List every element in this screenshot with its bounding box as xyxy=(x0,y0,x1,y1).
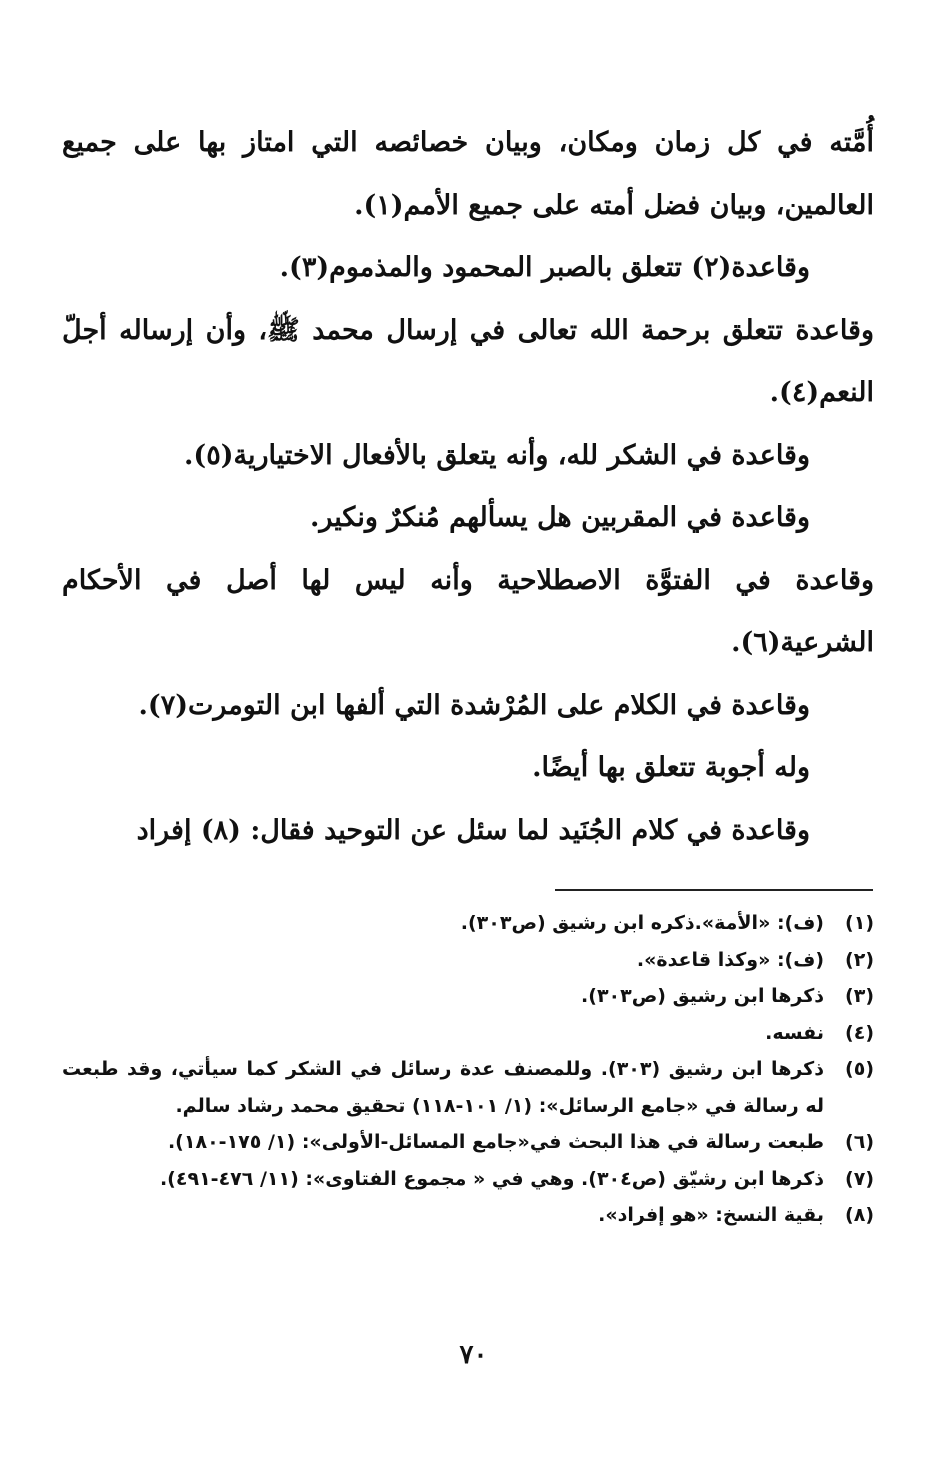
footnote xyxy=(62,1197,874,1234)
page-number: ٧٠ xyxy=(459,1340,488,1370)
paragraph: وقاعدة في الفتوَّة الاصطلاحية وأنه ليس لها أصل في الأحكام الشرعية(٦). xyxy=(62,564,874,658)
footnote-number: (٣) xyxy=(845,985,874,1007)
footnote-number: (٦) xyxy=(845,1131,874,1153)
footnote xyxy=(62,942,874,979)
footnote-number: (٥) xyxy=(845,1058,874,1080)
footnote-text: ذكرها ابن رشيّق (ص٣٠٤). وهي في « مجموع الفتاوى»: (١١/ ٤٧٦-٤٩١). xyxy=(159,1167,824,1190)
footnote-text: نفسه. xyxy=(765,1021,824,1044)
footnote-text: (ف): «وكذا قاعدة». xyxy=(636,948,824,971)
paragraph: وقاعدة تتعلق برحمة الله تعالى في إرسال محمد ﷺ، وأن إرساله أجلّ النعم(٤). xyxy=(62,314,874,408)
main-text xyxy=(62,112,874,862)
paragraph: وقاعدة في المقربين هل يسألهم مُنكرٌ ونكير. xyxy=(309,502,810,533)
footnote-number: (١) xyxy=(845,912,874,934)
paragraph: وقاعدة في كلام الجُنَيد لما سئل عن التوحيد فقال: (٨) إفراد xyxy=(136,814,810,846)
footnote-number: (٨) xyxy=(845,1204,874,1226)
footnote xyxy=(62,905,874,942)
footnote-text: ذكرها ابن رشيق (٣٠٣). وللمصنف عدة رسائل في الشكر كما سيأتي، وقد طبعت له رسالة في «جامع الرسائل»: (١/ ١٠١-١١٨) تحقيق محمد رشاد سالم. xyxy=(62,1058,824,1117)
paragraph: وقاعدة في الكلام على المُرْشدة التي ألفها ابن التومرت(٧). xyxy=(138,689,810,721)
footnote-text: طبعت رسالة في هذا البحث في«جامع المسائل-الأولى»: (١/ ١٧٥-١٨٠). xyxy=(167,1131,824,1153)
footnote xyxy=(62,978,874,1015)
footnote xyxy=(62,1161,874,1198)
paragraph: وله أجوبة تتعلق بها أيضًا. xyxy=(532,752,810,783)
footnote xyxy=(62,1124,874,1161)
footnote-text: ذكرها ابن رشيق (ص٣٠٣). xyxy=(581,985,824,1007)
paragraph: وقاعدة في الشكر لله، وأنه يتعلق بالأفعال الاختيارية(٥). xyxy=(184,439,810,471)
paragraph: وقاعدة(٢) تتعلق بالصبر المحمود والمذموم(٣). xyxy=(279,252,810,283)
footnote xyxy=(62,1015,874,1052)
footnotes xyxy=(62,905,874,1234)
footnote-text: بقية النسخ: «هو إفراد». xyxy=(598,1204,824,1226)
paragraph: أُمَّته في كل زمان ومكان، وبيان خصائصه التي امتاز بها على جميع العالمين، وبيان فضل أمته على جميع الأمم(١). xyxy=(62,127,874,221)
footnote-number: (٧) xyxy=(845,1167,874,1190)
footnote-number: (٤) xyxy=(845,1021,874,1044)
footnote-number: (٢) xyxy=(845,948,874,971)
footnote-text: (ف): «الأمة».ذكره ابن رشيق (ص٣٠٣). xyxy=(460,912,824,934)
footnote xyxy=(62,1051,874,1124)
footnote-separator xyxy=(555,889,873,891)
